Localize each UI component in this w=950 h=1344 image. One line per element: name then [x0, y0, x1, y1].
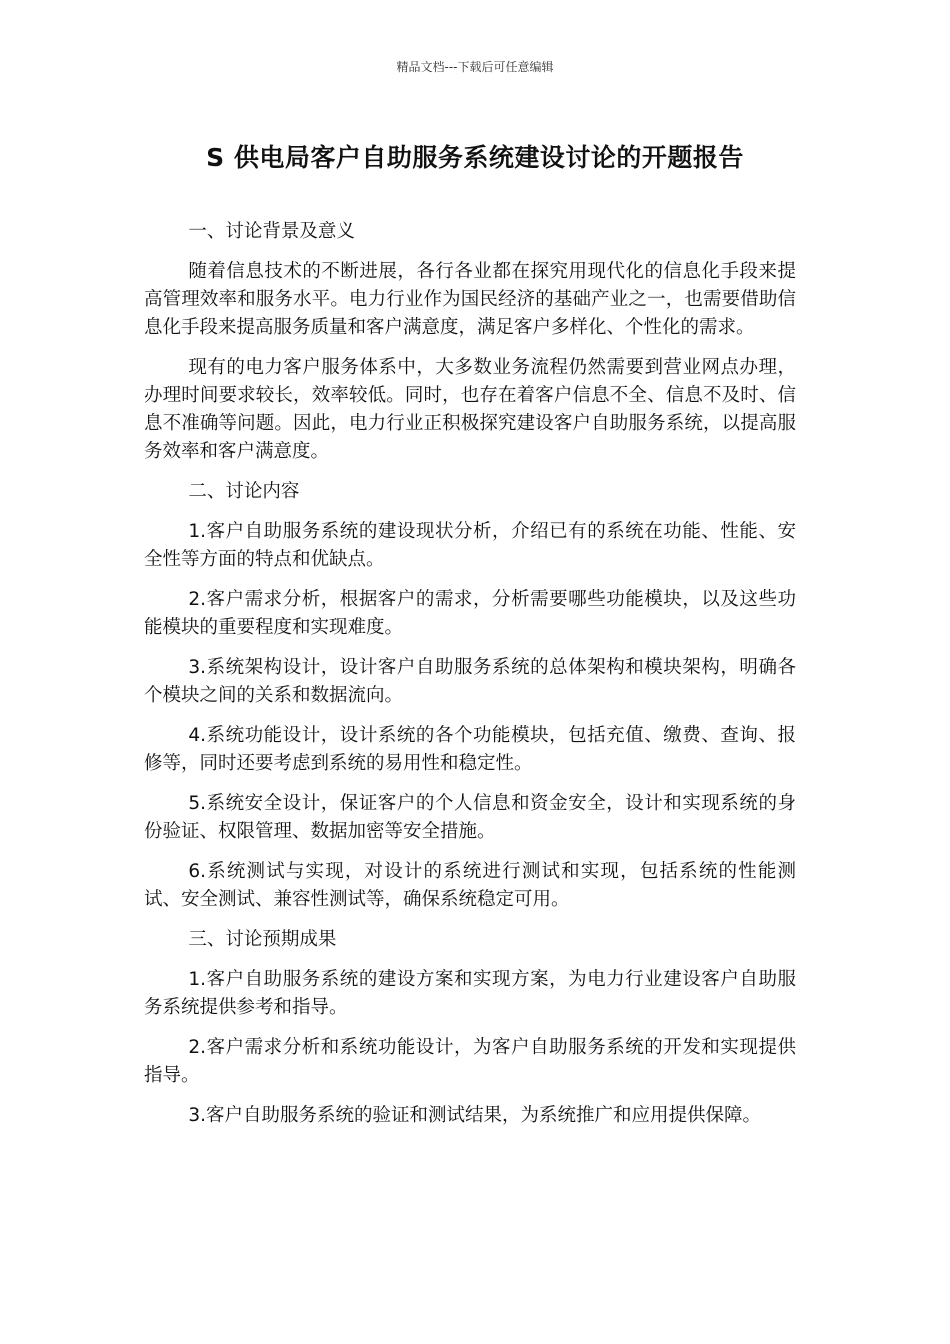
document-title: S 供电局客户自助服务系统建设讨论的开题报告 — [206, 143, 744, 172]
paragraph: 4.系统功能设计，设计系统的各个功能模块，包括充值、缴费、查询、报修等，同时还要考虑到系统的易用性和稳定性。 — [144, 725, 796, 774]
header-note: 精品文档---下载后可任意编辑 — [396, 60, 554, 74]
paragraph: 3.系统架构设计，设计客户自助服务系统的总体架构和模块架构，明确各个模块之间的关系和数据流向。 — [144, 657, 796, 706]
section-background — [144, 218, 796, 466]
paragraph: 6.系统测试与实现，对设计的系统进行测试和实现，包括系统的性能测试、安全测试、兼容性测试等，确保系统稳定可用。 — [144, 861, 796, 910]
paragraph: 1.客户自助服务系统的建设现状分析，介绍已有的系统在功能、性能、安全性等方面的特点和优缺点。 — [144, 521, 796, 570]
paragraph: 2.客户需求分析和系统功能设计，为客户自助服务系统的开发和实现提供指导。 — [144, 1037, 796, 1086]
document-body — [144, 218, 796, 1142]
section-expected-results — [144, 926, 796, 1130]
section-heading: 一、讨论背景及意义 — [188, 221, 355, 242]
paragraph: 随着信息技术的不断进展，各行各业都在探究用现代化的信息化手段来提高管理效率和服务水平。电力行业作为国民经济的基础产业之一，也需要借助信息化手段来提高服务质量和客户满意度，满足客户多样化、个性化的需求。 — [144, 261, 796, 338]
section-heading: 二、讨论内容 — [188, 481, 300, 502]
section-content — [144, 478, 796, 914]
paragraph: 5.系统安全设计，保证客户的个人信息和资金安全，设计和实现系统的身份验证、权限管理、数据加密等安全措施。 — [144, 793, 796, 842]
paragraph: 3.客户自助服务系统的验证和测试结果，为系统推广和应用提供保障。 — [188, 1105, 762, 1126]
section-heading: 三、讨论预期成果 — [188, 929, 337, 950]
paragraph: 现有的电力客户服务体系中，大多数业务流程仍然需要到营业网点办理，办理时间要求较长，效率较低。同时，也存在着客户信息不全、信息不及时、信息不准确等问题。因此，电力行业正积极探究建设客户自助服务系统，以提高服务效率和客户满意度。 — [144, 357, 796, 462]
paragraph: 1.客户自助服务系统的建设方案和实现方案，为电力行业建设客户自助服务系统提供参考和指导。 — [144, 969, 796, 1018]
paragraph: 2.客户需求分析，根据客户的需求，分析需要哪些功能模块，以及这些功能模块的重要程度和实现难度。 — [144, 589, 796, 638]
